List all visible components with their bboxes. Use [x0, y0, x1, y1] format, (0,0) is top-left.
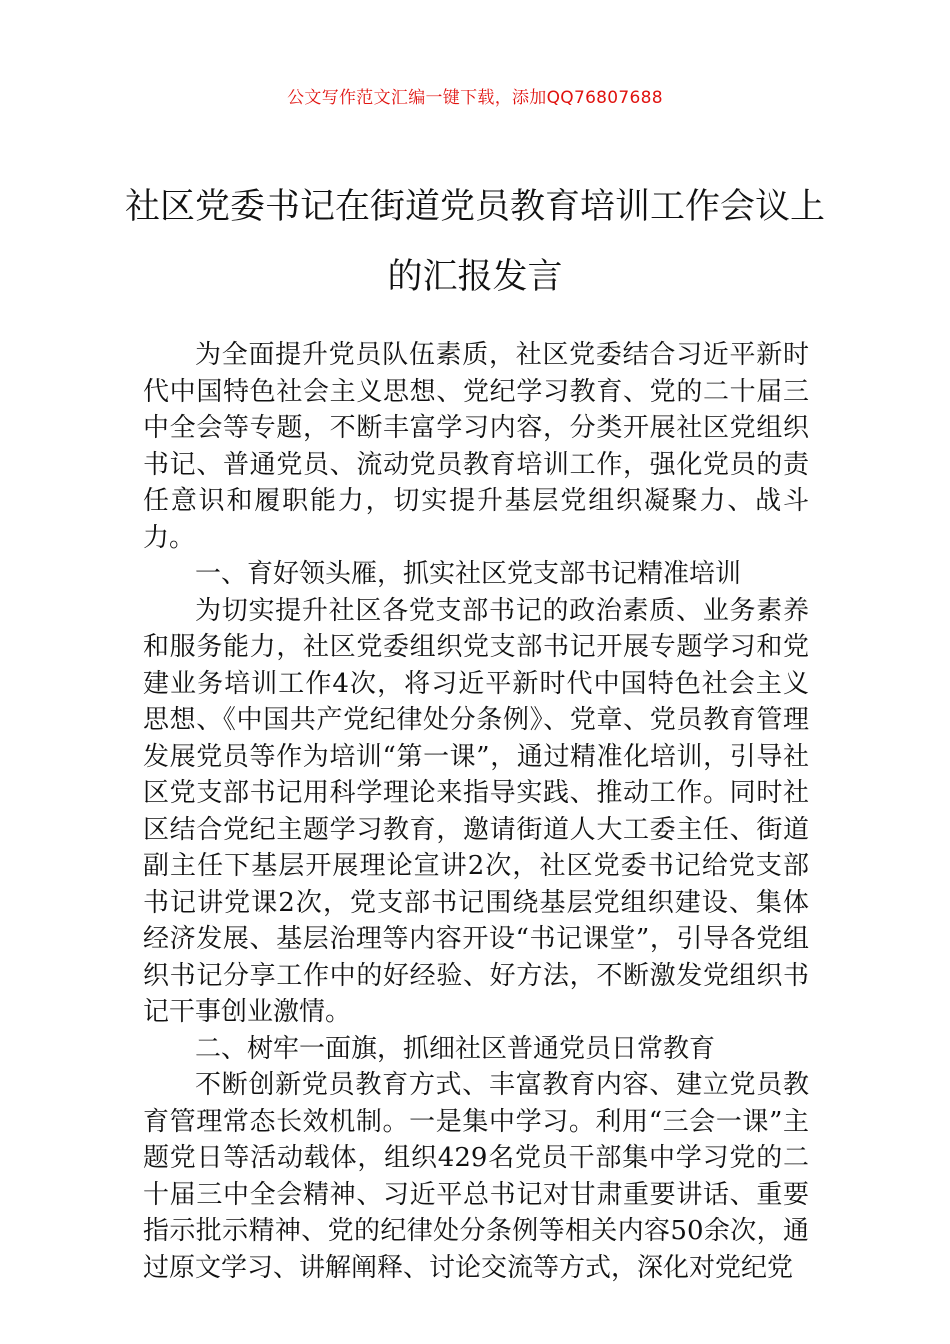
section-heading-2: 二、树牢一面旗，抓细社区普通党员日常教育 — [195, 1033, 716, 1064]
section-2-paragraph: 不断创新党员教育方式、丰富教育内容、建立党员教育管理常态长效机制。一是集中学习。利用“三会一课”主题党日等活动载体，组织429名党员干部集中学习党的二十届三中全会精神、习近平总书记对甘肃重要讲话、重要指示批示精神、党的纪律处分条例等相关内容50余次，通过原文学习、讲解阐释、讨论交流等方式，深化对党纪党 — [143, 1070, 809, 1283]
section-1-paragraph: 为切实提升社区各党支部书记的政治素质、业务素养和服务能力，社区党委组织党支部书记开展专题学习和党建业务培训工作4次，将习近平新时代中国特色社会主义思想、《中国共产党纪律处分条例》、党章、党员教育管理发展党员等作为培训“第一课”，通过精准化培训，引导社区党支部书记用科学理论来指导实践、推动工作。同时社区结合党纪主题学习教育，邀请街道人大工委主任、街道副主任下基层开展理论宣讲2次，社区党委书记给党支部书记讲党课2次，党支部书记围绕基层党组织建设、集体经济发展、基层治理等内容开设“书记课堂”，引导各党组织书记分享工作中的好经验、好方法，不断激发党组织书记干事创业激情。 — [143, 595, 809, 1027]
download-promo-note: 公文写作范文汇编一键下载，添加QQ76807688 — [287, 88, 663, 108]
page-title: 社区党委书记在街道党员教育培训工作会议上的汇报发言 — [124, 187, 825, 297]
section-heading-1: 一、育好领头雁，抓实社区党支部书记精准培训 — [195, 559, 742, 589]
document-body — [143, 337, 809, 1286]
intro-paragraph: 为全面提升党员队伍素质，社区党委结合习近平新时代中国特色社会主义思想、党纪学习教育、党的二十届三中全会等专题，不断丰富学习内容，分类开展社区党组织书记、普通党员、流动党员教育培训工作，强化党员的责任意识和履职能力，切实提升基层党组织凝聚力、战斗力。 — [143, 340, 809, 553]
